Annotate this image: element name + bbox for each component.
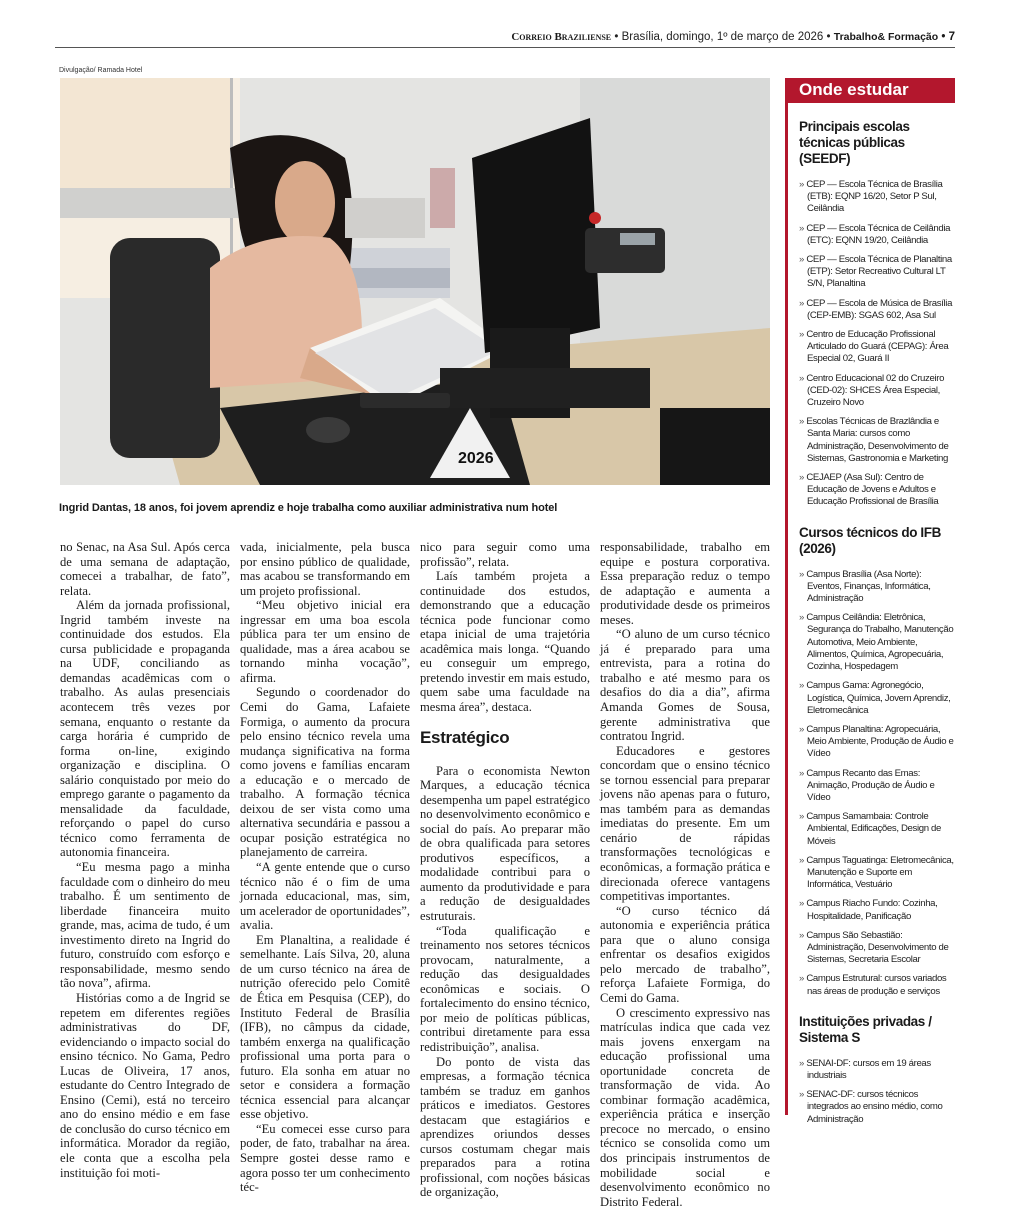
article-column (240, 540, 410, 1125)
article-paragraph: nico para seguir como uma profissão”, relata. (420, 540, 590, 569)
article-paragraph: Laís também projeta a continuidade dos estudos, demonstrando que a educação técnica pode funcionar como etapa inicial de uma trajetória acadêmica mais longa. “Quando eu conseguir um emprego, pretendo investir em mais estudo, quem sabe uma faculdade na mesma área”, destaca. (420, 569, 590, 714)
list-item-text: Campus Recanto das Emas: Animação, Produção de Áudio e Vídeo (806, 768, 934, 803)
list-item-text: Campus São Sebastião: Administração, Desenvolvimento de Sistemas, Secretaria Escolar (806, 930, 948, 965)
sidebar-section-heading: Instituições privadas / Sistema S (799, 1014, 955, 1046)
list-item-text: Campus Samambaia: Controle Ambiental, Edificações, Design de Móveis (806, 811, 941, 846)
list-item-text: Escolas Técnicas de Brazlândia e Santa Maria: cursos como Administração, Desenvolvimento de Sistemas, Gastronomia e Marketing (806, 416, 948, 464)
article-paragraph: Além da jornada profissional, Ingrid também investe na continuidade dos estudos. Ela cursa publicidade e propaganda na UDF, conciliando as demandas acadêmicas com o trabalho. As aulas presenciais acontecem três vezes por semana, enquanto o restante da carga horária é cumprido de forma on-line, exigindo organização e disciplina. O salário conquistado por meio do emprego garante o pagamento da mensalidade da faculdade, reforçando o papel do curso técnico como ferramenta de autonomia financeira. (60, 598, 230, 860)
article-body (60, 540, 771, 1125)
article-paragraph: “A gente entende que o curso técnico não é o fim de uma jornada educacional, mas, sim, um acelerador de oportunidades”, avalia. (240, 860, 410, 933)
list-item-text: Campus Brasília (Asa Norte): Eventos, Finanças, Informática, Administração (806, 569, 930, 604)
list-item (799, 855, 955, 892)
article-paragraph: “Meu objetivo inicial era ingressar em uma boa escola pública para ter um ensino de qualidade, mas a área acabou se tornando minha vocação”, afirma. (240, 598, 410, 685)
sidebar-list (799, 179, 955, 509)
sidebar-section (799, 119, 955, 509)
list-item (799, 569, 955, 606)
page-number: • 7 (938, 31, 955, 43)
list-item (799, 254, 955, 291)
list-item (799, 1089, 955, 1126)
sidebar-title: Onde estudar (787, 78, 955, 103)
bullet-icon: » (799, 855, 806, 866)
list-item-text: Campus Ceilândia: Eletrônica, Segurança do Trabalho, Manutenção Automotiva, Meio Ambiente, Alimentos, Química, Agropecuária, Cozinha, Hospedagem (806, 612, 953, 672)
sidebar-section-heading: Principais escolas técnicas públicas (SEEDF) (799, 119, 955, 167)
bullet-icon: » (799, 811, 806, 822)
article-paragraph: Educadores e gestores concordam que o ensino técnico se tornou essencial para preparar jovens não apenas para o futuro, mas também para as demandas imediatas do presente. Em um cenário de rápidas transformações tecnológicas e econômicas, a formação prática e direcionada oferece vantagens competitivas importantes. (600, 744, 770, 904)
list-item (799, 373, 955, 410)
article-paragraph: Segundo o coordenador do Cemi do Gama, Lafaiete Formiga, o aumento da procura pelo ensino técnico revela uma mudança significativa na forma como jovens e famílias encaram a educação e o mercado de trabalho. A formação técnica deixou de ser vista como uma alternativa secundária e passou a ocupar posição estratégica no planejamento de carreira. (240, 685, 410, 860)
sidebar-section (799, 525, 955, 998)
article-paragraph: Do ponto de vista das empresas, a formação técnica também se traduz em ganhos práticos e imediatos. Gestores destacam que estagiários e aprendizes oriundos desses cursos costumam chegar mais preparados para a rotina profissional, com noções básicas de organização, (420, 1055, 590, 1200)
article-paragraph: “Eu mesma pago a minha faculdade com o dinheiro do meu trabalho. É um sentimento de liberdade financeira muito grande, mas, acima de tudo, é um investimento direto na Ingrid do futuro, construído com esforço e responsabilidade, mesmo sendo tão nova”, afirma. (60, 860, 230, 991)
list-item-text: CEP — Escola Técnica de Brasília (ETB): EQNP 16/20, Setor P Sul, Ceilândia (806, 179, 942, 214)
list-item (799, 973, 955, 997)
article-paragraph: Histórias como a de Ingrid se repetem em diferentes regiões administrativas do DF, evidenciando o impacto social do ensino técnico. No Gama, Pedro Lucas de Oliveira, 17 anos, estudante do Centro Integrado de Ensino (Cemi), está no terceiro ano do ensino médio e em fase de conclusão do curso técnico em informática. Morador da região, ele conta que a escolha pela instituição foi moti- (60, 991, 230, 1180)
bullet-icon: » (799, 898, 806, 909)
bullet-icon: » (799, 680, 806, 691)
article-paragraph: “O curso técnico dá autonomia e experiência prática para que o aluno consiga enfrentar os desafios exigidos pelo mercado de trabalho”, reforça Lafaiete Formiga, do Cemi do Gama. (600, 904, 770, 1006)
list-item-text: CEP — Escola de Música de Brasília (CEP-EMB): SGAS 602, Asa Sul (806, 298, 952, 321)
list-item-text: SENAC-DF: cursos técnicos integrados ao ensino médio, como Administração (806, 1089, 942, 1124)
list-item (799, 298, 955, 322)
list-item-text: Campus Gama: Agronegócio, Logística, Química, Jovem Aprendiz, Eletromecânica (806, 680, 950, 715)
bullet-icon: » (799, 254, 806, 265)
article-column (60, 540, 230, 1125)
list-item-text: Centro Educacional 02 do Cruzeiro (CED-02): SHCES Área Especial, Cruzeiro Novo (806, 373, 944, 408)
list-item-text: Campus Taguatinga: Eletromecânica, Manutenção e Suporte em Informática, Vestuário (806, 855, 953, 890)
sidebar-list (799, 569, 955, 998)
bullet-icon: » (799, 973, 806, 984)
bullet-icon: » (799, 569, 806, 580)
newspaper-name: Correio Braziliense (511, 31, 611, 43)
bullet-icon: » (799, 329, 806, 340)
bullet-icon: » (799, 768, 806, 779)
list-item (799, 680, 955, 717)
photo-credit: Divulgação/ Ramada Hotel (59, 67, 142, 74)
article-paragraph: “O aluno de um curso técnico já é preparado para uma entrevista, para a rotina do trabalho e até mesmo para os desafios do dia a dia”, afirma Amanda Gomes de Sousa, gerente administrativa que contratou Ingrid. (600, 627, 770, 743)
bullet-icon: » (799, 373, 806, 384)
sidebar-list (799, 1058, 955, 1126)
article-photo (60, 78, 770, 485)
bullet-icon: » (799, 612, 806, 623)
office-scene-illustration (60, 78, 770, 485)
sidebar-section (799, 1014, 955, 1126)
article-paragraph: no Senac, na Asa Sul. Após cerca de uma semana de adaptação, comecei a trabalhar, de fato”, relata. (60, 540, 230, 598)
list-item-text: Centro de Educação Profissional Articulado do Guará (CEPAG): Área Especial 02, Guará II (806, 329, 948, 364)
list-item (799, 724, 955, 761)
bullet-icon: » (799, 1058, 806, 1069)
article-paragraph: O crescimento expressivo nas matrículas indica que cada vez mais jovens enxergam na educação profissional uma oportunidade concreta de transformação de vida. Ao combinar formação acadêmica, experiência prática e inserção precoce no mercado, o ensino técnico se consolida como um dos principais instrumentos de mobilidade social e desenvolvimento econômico no Distrito Federal. (600, 1006, 770, 1209)
article-paragraph: vada, inicialmente, pela busca por ensino público de qualidade, mas acabou se transformando em um projeto profissional. (240, 540, 410, 598)
list-item (799, 612, 955, 673)
bullet-icon: » (799, 472, 806, 483)
list-item-text: CEJAEP (Asa Sul): Centro de Educação de Jovens e Adultos e Educação Profissional de Brasília (806, 472, 938, 507)
article-paragraph: Para o economista Newton Marques, a educação técnica desempenha um papel estratégico no desenvolvimento econômico e social do país. Ao preparar mão de obra qualificada para setores produtivos específicos, a modalidade contribui para o aumento da produtividade e para a redução de desigualdades estruturais. (420, 764, 590, 924)
photo-caption: Ingrid Dantas, 18 anos, foi jovem aprendiz e hoje trabalha como auxiliar administrativa num hotel (59, 502, 557, 514)
list-item-text: Campus Riacho Fundo: Cozinha, Hospitalidade, Panificação (806, 898, 937, 921)
article-paragraph: responsabilidade, trabalho em equipe e postura corporativa. Essa preparação reduz o tempo de adaptação e aumenta a produtividade desde os primeiros meses. (600, 540, 770, 627)
section-name: Trabalho& Formação (834, 31, 938, 43)
list-item-text: Campus Planaltina: Agropecuária, Meio Ambiente, Produção de Áudio e Vídeo (806, 724, 953, 759)
list-item (799, 223, 955, 247)
list-item (799, 811, 955, 848)
list-item-text: Campus Estrutural: cursos variados nas áreas de produção e serviços (806, 973, 946, 996)
section-heading: Estratégico (420, 729, 590, 747)
bullet-icon: » (799, 298, 806, 309)
list-item-text: SENAI-DF: cursos em 19 áreas industriais (806, 1058, 931, 1081)
bullet-icon: » (799, 724, 806, 735)
list-item (799, 179, 955, 216)
list-item (799, 930, 955, 967)
bullet-icon: » (799, 223, 806, 234)
page-header (55, 31, 955, 48)
edition-date: • Brasília, domingo, 1º de março de 2026 • (611, 31, 834, 43)
bullet-icon: » (799, 416, 806, 427)
article-column (420, 540, 590, 1125)
list-item-text: CEP — Escola Técnica de Ceilândia (ETC): EQNN 19/20, Ceilândia (806, 223, 950, 246)
list-item (799, 472, 955, 509)
list-item (799, 1058, 955, 1082)
list-item (799, 416, 955, 465)
sidebar-section-heading: Cursos técnicos do IFB (2026) (799, 525, 955, 557)
bullet-icon: » (799, 930, 806, 941)
list-item-text: CEP — Escola Técnica de Planaltina (ETP): Setor Recreativo Cultural LT S/N, Planaltina (806, 254, 952, 289)
calendar-year: 2026 (458, 450, 494, 467)
sidebar-onde-estudar (785, 78, 955, 1115)
article-paragraph: “Eu comecei esse curso para poder, de fato, trabalhar na área. Sempre gostei desse ramo e agora posso ter um conhecimento téc- (240, 1122, 410, 1195)
article-paragraph: Em Planaltina, a realidade é semelhante. Laís Silva, 20, aluna de um curso técnico na área de nutrição oferecido pelo Comitê de Ética em Pesquisa (CEP), do Instituto Federal de Brasília (IFB), no câmpus da cidade, também enxerga na qualificação profissional uma porta para o futuro. Ela sonha em atuar no setor e considera a formação técnica essencial para alcançar esse objetivo. (240, 933, 410, 1122)
article-column (600, 540, 770, 1125)
bullet-icon: » (799, 1089, 806, 1100)
list-item (799, 329, 955, 366)
article-paragraph: “Toda qualificação e treinamento nos setores técnicos provocam, naturalmente, a redução das desigualdades econômicas e sociais. O fortalecimento do ensino técnico, por meio de políticas públicas, contribui diretamente para essa redistribuição”, analisa. (420, 924, 590, 1055)
bullet-icon: » (799, 179, 806, 190)
list-item (799, 898, 955, 922)
list-item (799, 768, 955, 805)
